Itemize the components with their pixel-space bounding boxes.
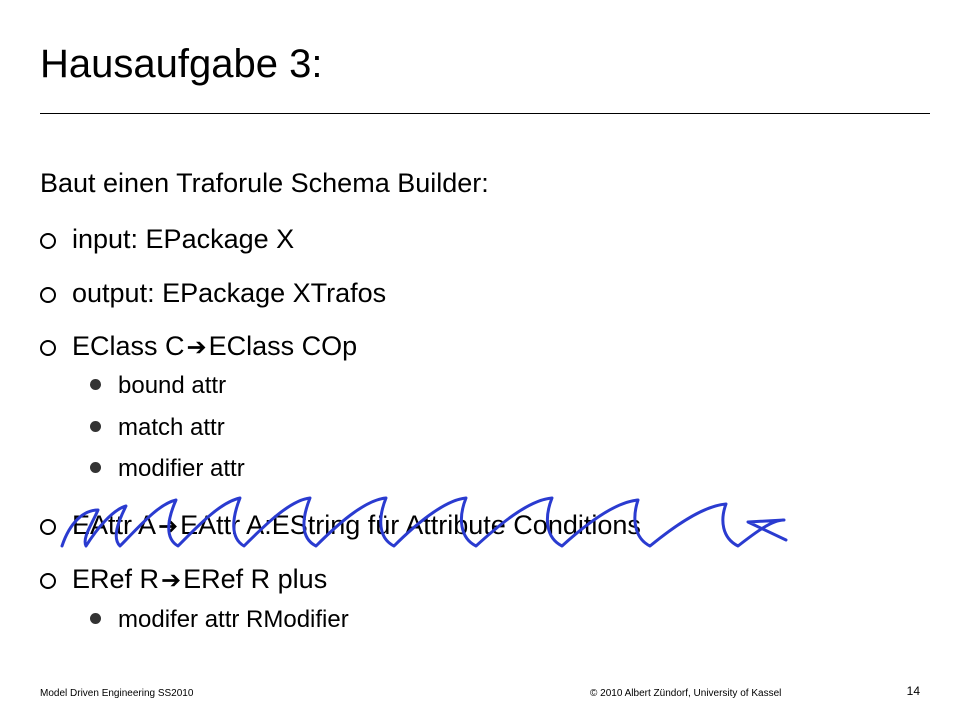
bullet-left: ERef R bbox=[72, 564, 160, 594]
subbullet-text: match attr bbox=[118, 414, 225, 441]
arrow-icon: ➔ bbox=[186, 334, 207, 361]
bullet-right: EClass COp bbox=[208, 331, 358, 361]
arrow-icon: ➔ bbox=[161, 567, 182, 594]
footer-copyright: © 2010 Albert Zündorf, University of Kassel bbox=[590, 688, 782, 699]
subbullet-text: modifer attr RModifier bbox=[118, 606, 349, 633]
bullet-left: EAttr A bbox=[72, 510, 157, 540]
bullet-left: EClass C bbox=[72, 331, 185, 361]
bullet-right: EAttr A:EString für Attribute Conditions bbox=[180, 510, 641, 540]
bullet-right: ERef R plus bbox=[183, 564, 328, 594]
subbullet-text: modifier attr bbox=[118, 455, 245, 482]
arrow-icon: ➔ bbox=[158, 513, 179, 540]
bullet-text: output: EPackage XTrafos bbox=[72, 278, 387, 308]
bullet-text: input: EPackage X bbox=[72, 224, 295, 254]
intro-text: Baut einen Traforule Schema Builder: bbox=[40, 168, 489, 198]
page-number: 14 bbox=[906, 684, 920, 698]
slide-title: Hausaufgabe 3: bbox=[40, 42, 323, 86]
footer-course: Model Driven Engineering SS2010 bbox=[40, 688, 194, 699]
strikethrough-stroke bbox=[62, 498, 786, 546]
subbullet-text: bound attr bbox=[118, 372, 227, 399]
